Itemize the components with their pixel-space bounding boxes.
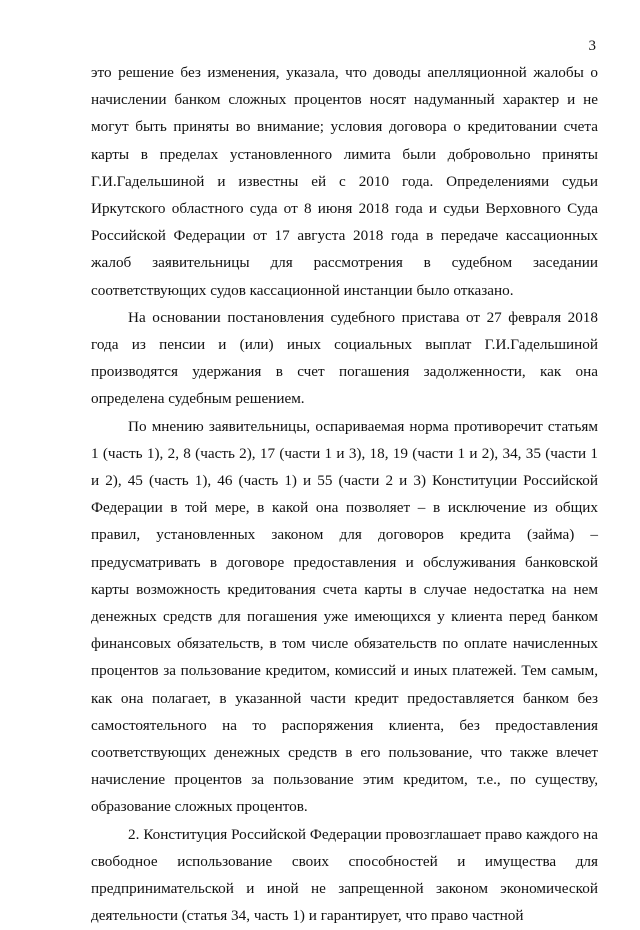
paragraph-applicant-position: По мнению заявительницы, оспариваемая норма противоречит статьям 1 (часть 1), 2, 8 (часть 2), 17 (части 1 и 3), 18, 19 (части 1 и 2), 34, 35 (части 1 и 2), 45 (часть 1), 46 (часть 1) и 55 (части 2 и 3) Конституции Российской Федерации в той мере, в какой она позволяет – в исключение из общих правил, установленных законом для договоров кредита (займа) – предусматривать в договоре предоставления и обслуживания банковской карты возможность кредитования счета карты в случае недостатка на нем денежных средств для погашения уже имеющихся у клиента перед банком финансовых обязательств, в том числе обязательств по оплате начисленных процентов за пользование кредитом, комиссий и иных платежей. Тем самым, как она полагает, в указанной части кредит предоставляется банком без самостоятельного на то распоряжения клиента, без предоставления соответствующих денежных средств в его пользование, что также влечет начисление процентов за пользование этим кредитом, т.е., по существу, образование сложных процентов.	[91, 417, 598, 816]
paragraph-constitution-section-2: 2. Конституция Российской Федерации провозглашает право каждого на свободное использование своих способностей и имущества для предпринимательской и иной не запрещенной законом экономической деятельности (статья 34, часть 1) и гарантирует, что право частной	[91, 825, 598, 925]
document-body	[91, 59, 598, 930]
page-number: 3	[588, 38, 596, 54]
paragraph-bailiff-deductions: На основании постановления судебного пристава от 27 февраля 2018 года из пенсии и (или) иных социальных выплат Г.И.Гадельшиной производятся удержания в счет погашения задолженности, как она определена судебным решением.	[91, 308, 598, 408]
paragraph-court-decisions: это решение без изменения, указала, что доводы апелляционной жалобы о начислении банком сложных процентов носят надуманный характер и не могут быть приняты во внимание; условия договора о кредитовании счета карты в пределах установленного лимита были добровольно приняты Г.И.Гадельшиной и известны ей с 2010 года. Определениями судьи Иркутского областного суда от 8 июня 2018 года и судьи Верховного Суда Российской Федерации от 17 августа 2018 года в передаче кассационных жалоб заявительницы для рассмотрения в судебном заседании соответствующих судов кассационной инстанции было отказано.	[91, 64, 598, 299]
